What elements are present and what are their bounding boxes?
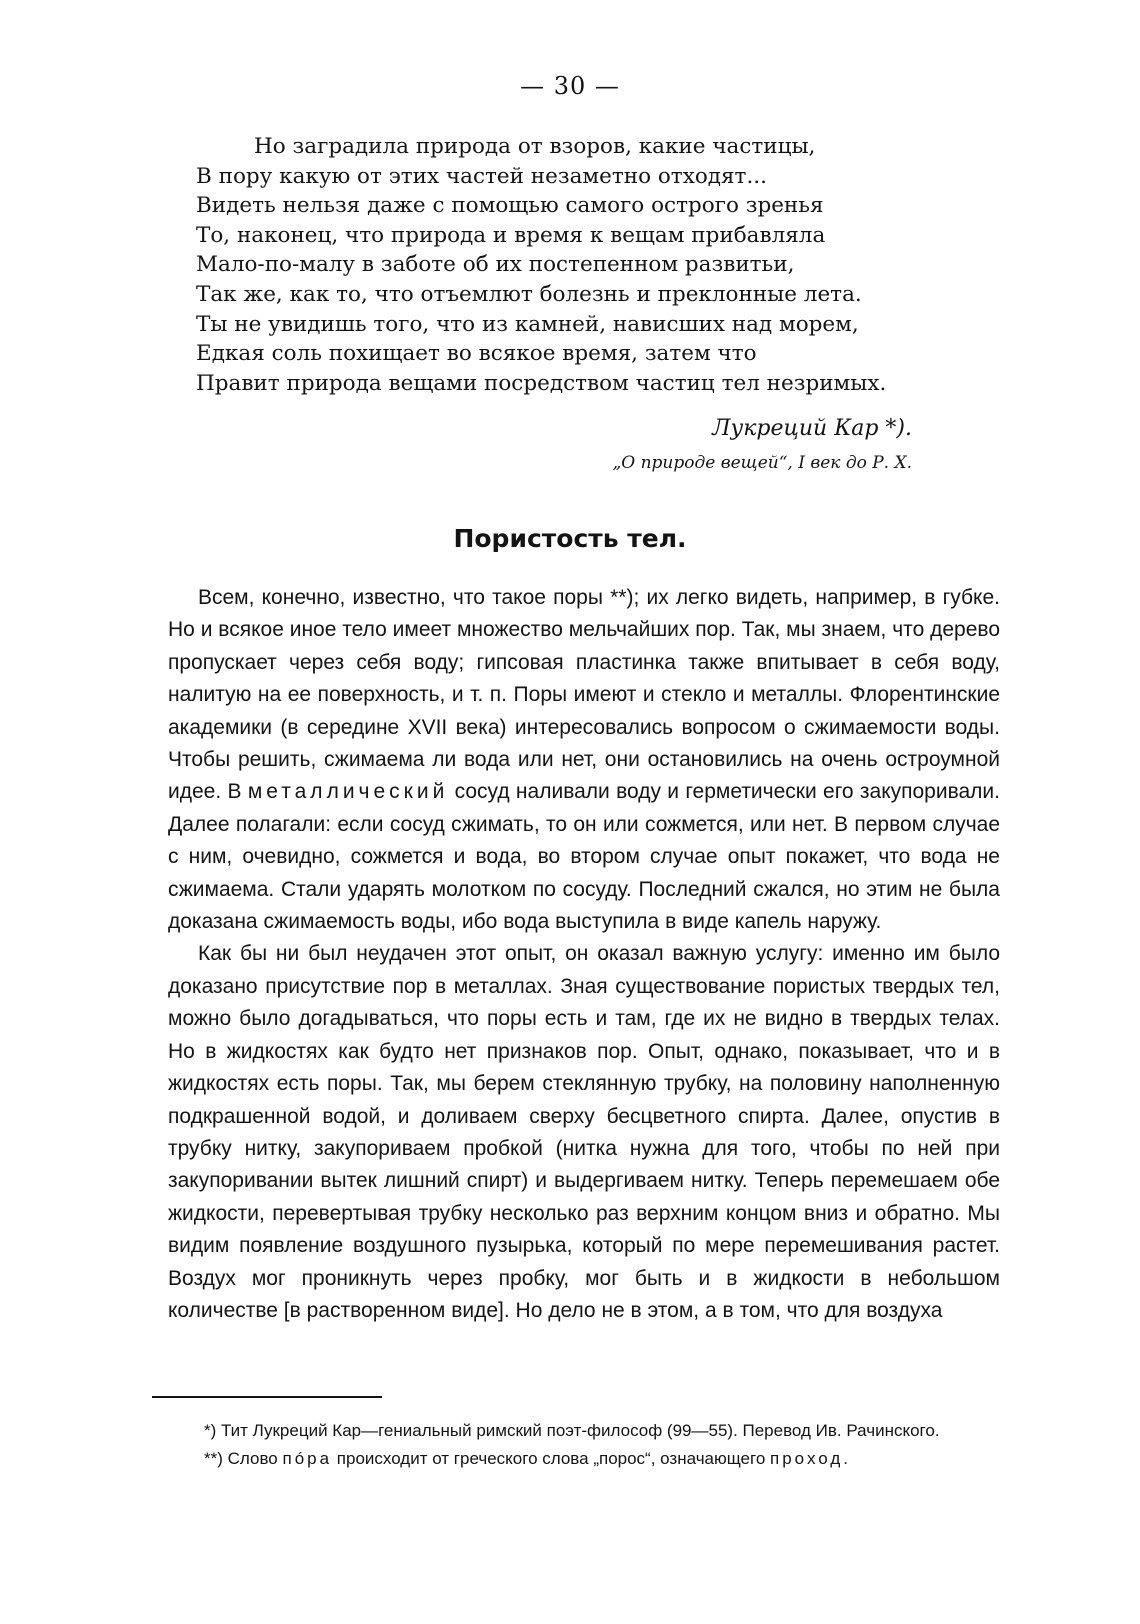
footnotes — [168, 1418, 1000, 1474]
poem-line: То, наконец, что природа и время к вещам прибавляла — [196, 222, 826, 248]
paragraph: Как бы ни был неудачен этот опыт, он оказал важную услугу: именно им было доказано присутствие пор в металлах. Зная существование пористых твердых тел, можно было догадываться, что поры есть и там, где их не видно в твердых телах. Но в жидкостях как будто нет признаков пор. Опыт, однако, показывает, что и в жидкостях есть поры. Так, мы берем стеклянную трубку, на половину наполненную подкрашенной водой, и доливаем сверху бесцветного спирта. Далее, опустив в трубку нитку, закупориваем пробкой (нитка нужна для того, чтобы по ней при закупоривании вытек лишний спирт) и выдергиваем нитку. Теперь перемешаем обе жидкости, перевертывая трубку несколько раз верхним концом вниз и обратно. Мы видим появление воздушного пузырька, который по мере перемешивания растет. Воздух мог проникнуть через пробку, мог быть и в жидкости в небольшом количестве [в растворенном виде]. Но дело не в этом, а в том, что для воздуха — [168, 942, 1000, 1322]
poem-line: Правит природа вещами посредством частиц тел незримых. — [196, 370, 887, 396]
spaced-emphasis: пóра — [282, 1449, 333, 1468]
poem-line: Так же, как то, что отъемлют болезнь и преклонные лета. — [196, 281, 862, 307]
footnote — [168, 1446, 1000, 1472]
page-number: — 30 — — [520, 72, 620, 100]
epigraph-attribution — [196, 414, 912, 478]
spaced-emphasis: проход. — [770, 1449, 851, 1468]
footnote: *) Тит Лукреций Кар—гениальный римский поэт-философ (99—55). Перевод Ив. Рачинского. — [204, 1421, 940, 1440]
paragraph-text: сосуд наливали воду и герметически его закупоривали. Далее полагали: если сосуд сжимать, то он или сожмется, или нет. В первом случае с ним, очевидно, сожмется и вода, во втором случае опыт покажет, что вода не сжимаема. Стали ударять молотком по сосуду. Последний сжался, но этим не была доказана сжимаемость воды, ибо вода выступила в виде капель наружу. — [168, 780, 1001, 934]
attribution-author: Лукреций Кар *). — [712, 416, 912, 441]
poem-line: Мало-по-малу в заботе об их постепенном развитьи, — [196, 252, 795, 278]
paragraph — [168, 582, 1000, 938]
paragraph-text: Всем, конечно, известно, что такое поры **); их легко видеть, например, в губке. Но и всякое иное тело имеет множество мельчайших пор. Так, мы знаем, что дерево пропускает через себя воду; гипсовая пластинка также впитывает в себя воду, налитую на ее поверхность, и т. п. Поры имеют и стекло и металлы. Флорентинские академики (в середине XVII века) интересовались вопросом о сжимаемости воды. Чтобы решить, сжимаема ли вода или нет, они остановились на очень остроумной идее. В — [168, 586, 1000, 804]
spaced-emphasis: металлический — [247, 780, 449, 804]
poem-line: Ты не увидишь того, что из камней, нависших над морем, — [196, 311, 859, 337]
attribution-source: „О природе вещей“, I век до Р. Х. — [612, 453, 912, 473]
epigraph-poem — [196, 132, 936, 398]
footnote-divider — [152, 1396, 382, 1398]
poem-line: В пору какую от этих частей незаметно отходят... — [196, 163, 767, 189]
poem-line: Видеть нельзя даже с помощью самого острого зренья — [196, 193, 824, 219]
body-text — [168, 582, 1000, 1327]
footnote-text: происходит от греческого слова „порос“, означающего — [332, 1449, 771, 1468]
poem-line: Едкая соль похищает во всякое время, затем что — [196, 341, 757, 367]
footnote-text: **) Слово — [204, 1449, 283, 1468]
poem-line: Но заградила природа от взоров, какие частицы, — [254, 134, 816, 159]
section-title: Пористость тел. — [453, 524, 687, 553]
